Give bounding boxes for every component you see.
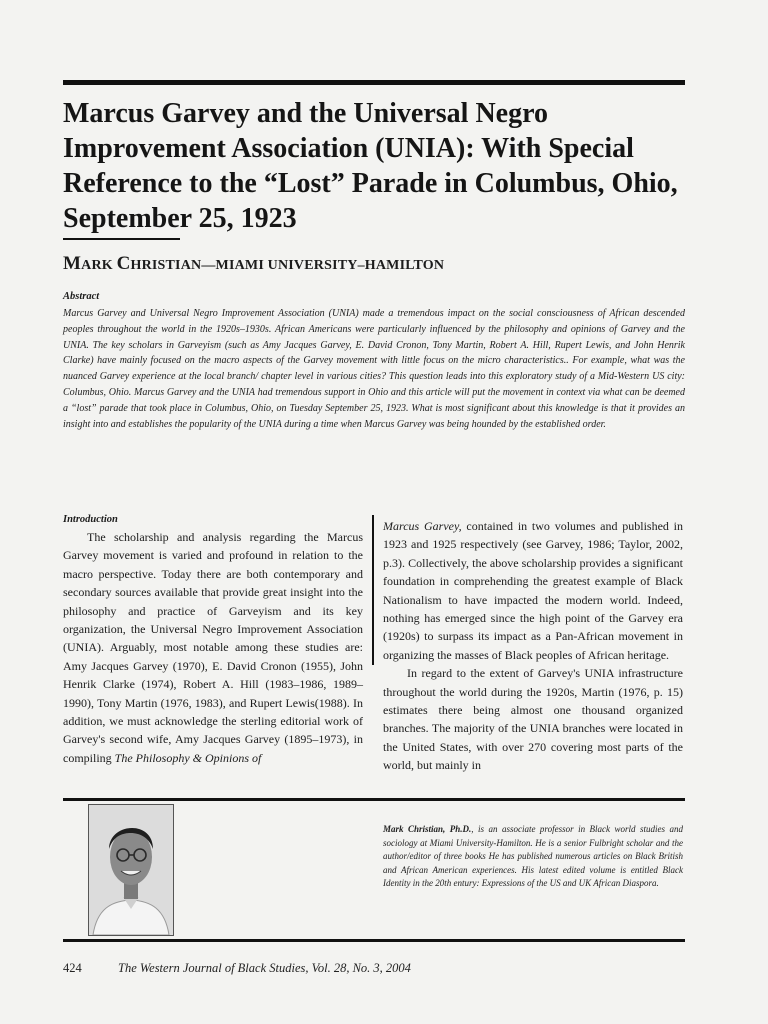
- author-last-rest: HRISTIAN: [130, 258, 202, 273]
- intro-paragraph-text: The scholarship and analysis regarding the Marcus Garvey movement is varied and profound in relation to the macro perspective. Today there are both contemporary and secondary sources available that provide great insight into the philosophy and practice of Garveyism and its key organization, the Universal Negro Improvement Association (UNIA). Arguably, most notable among these studies are: Amy Jacques Garvey (1970), E. David Cronon (1955), John Henrik Clarke (1974), Robert A. Hill (1983–1986, 1989–1990), Tony Martin (1976, 1983), and Rupert Lewis(1988). In addition, we must acknowledge the sterling editorial work of Garvey's second wife, Amy Jacques Garvey (1895–1973), in compiling: [63, 530, 363, 765]
- author-bio: [383, 823, 683, 891]
- footer-rule: [63, 939, 685, 942]
- page-number: 424: [63, 961, 82, 975]
- abstract-text: Marcus Garvey and Universal Negro Improvement Association (UNIA) made a tremendous impact on the social consciousness of African descended peoples throughout the world in the 1920s–1930s. African Americans were particularly influenced by the philosophy and opinions of Garvey and the UNIA. The key scholars in Garveyism (such as Amy Jacques Garvey, E. David Cronon, Tony Martin, Robert A. Hill, Rupert Lewis, and John Henrik Clarke) have mainly focused on the macro aspects of the Garvey movement with little focus on the micro characteristics.. For example, what was the nuanced Garvey experience at the local branch/ chapter level in various cities? This question leads into this exploratory study of a Mid-Western US city: Columbus, Ohio. Marcus Garvey and the UNIA had tremendous support in Ohio and this article will put the movement in context via what can be deemed a “lost” parade that took place in Columbus, Ohio, on Tuesday September 25, 1923. What is most significant about this knowledge is that it provides an insight into and establishes the popularity of the UNIA during a time when Marcus Garvey was being hounded by the established order.: [63, 308, 685, 430]
- abstract-heading: Abstract: [63, 291, 100, 302]
- author-byline: [63, 253, 444, 275]
- bio-author-name: Mark Christian, Ph.D.: [383, 824, 472, 834]
- introduction-heading: Introduction: [63, 514, 118, 525]
- bio-text: , is an associate professor in Black world studies and sociology at Miami University-Hamilton. He is a senior Fulbright scholar and the author/editor of three books He has published numerous articles on Black British and African American experiences. His latest edited volume is entitled Black Identity in the 20th entury: Expressions of the US and UK African Diaspora.: [383, 824, 683, 888]
- journal-citation: The Western Journal of Black Studies, Vol. 28, No. 3, 2004: [118, 961, 411, 975]
- author-first-initial: M: [63, 253, 82, 274]
- title-underline: [63, 238, 180, 240]
- right-paragraph-1-text: contained in two volumes and published in 1923 and 1925 respectively (see Garvey, 1986; Taylor, 2002, p.3). Collectively, the above scholarship provides a significant foundation in comprehending the greatest example of Black Nationalism to have impacted the modern world. Indeed, nothing has emerged since the high point of the Garvey era (1920s) to surpass its impact as a Pan-African movement in organizing the masses of Black peoples of African heritage.: [383, 519, 683, 662]
- author-last-initial: C: [116, 253, 131, 274]
- right-paragraph-1: [383, 517, 683, 664]
- author-photo: [88, 804, 174, 936]
- book-title-part2: Marcus Garvey,: [383, 519, 462, 533]
- right-column: [383, 517, 683, 775]
- author-portrait-illustration: [89, 805, 173, 935]
- author-affiliation: —MIAMI UNIVERSITY–HAMILTON: [201, 258, 445, 273]
- author-first-rest: ARK: [81, 258, 117, 273]
- bio-top-rule: [63, 798, 685, 801]
- column-divider: [372, 515, 374, 665]
- intro-paragraph: [63, 528, 363, 767]
- article-title: Marcus Garvey and the Universal Negro Improvement Association (UNIA): With Special Reference to the “Lost” Parade in Columbus, Ohio, September 25, 1923: [63, 98, 678, 234]
- left-column: [63, 512, 363, 767]
- right-paragraph-2: In regard to the extent of Garvey's UNIA infrastructure throughout the world during the 1920s, Martin (1976, p. 15) estimates there being almost one thousand organized branches. The majority of the UNIA branches were located in the United States, with over 270 covering most parts of the world, but mainly in: [383, 666, 683, 773]
- top-rule: [63, 80, 685, 85]
- book-title-part1: The Philosophy & Opinions of: [114, 750, 262, 765]
